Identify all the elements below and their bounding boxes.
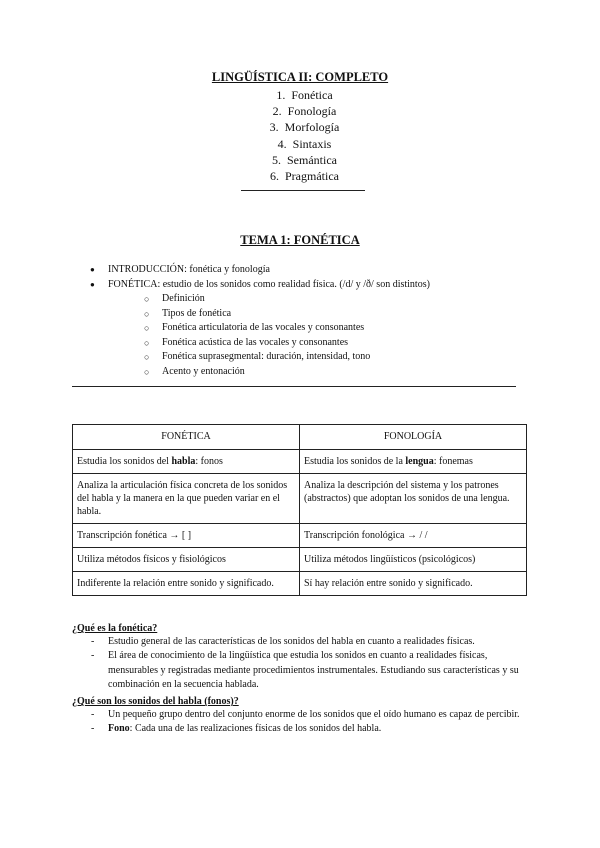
cell-keyword: habla	[171, 456, 196, 467]
table-cell: Transcripción fonética → [ ]	[73, 524, 300, 548]
comparison-table	[72, 424, 527, 596]
toc-label: Pragmática	[285, 169, 339, 184]
tema-bullet-list	[90, 263, 550, 380]
table-row	[73, 548, 527, 572]
section-divider	[72, 386, 516, 387]
table-cell: Analiza la articulación física concreta de los sonidos del habla y la manera en la que pueden variar en el habla.	[73, 474, 300, 524]
question-heading: ¿Qué es la fonética?	[72, 623, 158, 634]
sub-bullet-item: ○ Fonética suprasegmental: duración, intensidad, tono	[144, 350, 550, 365]
toc-label: Sintaxis	[292, 136, 332, 151]
toc-item	[0, 87, 600, 103]
toc-item	[0, 119, 600, 135]
table-row	[73, 572, 527, 596]
table-cell: Analiza la descripción del sistema y los patrones (abstractos) que adoptan los sonidos de una lengua.	[300, 474, 527, 524]
toc-item	[0, 103, 600, 119]
answer-item	[72, 722, 532, 736]
answer-keyword: Fono	[108, 723, 130, 735]
answer-item: - El área de conocimiento de la lingüística que estudia los sonidos en cuanto a realidades físicas, mensurables y registradas mediante procedimientos instrumentales. Estudiando sus características y su combinación en la secuencia hablada.	[72, 649, 532, 692]
bullet-item	[90, 278, 550, 380]
sub-bullet-item: ○ Tipos de fonética	[144, 307, 550, 322]
toc-label: Fonética	[291, 88, 333, 102]
table-cell: Sí hay relación entre sonido y significado.	[300, 572, 527, 596]
table-cell	[300, 450, 527, 474]
sub-bullet-item: ○ Acento y entonación	[144, 365, 550, 380]
toc-number: 1.	[276, 88, 286, 102]
toc-divider	[241, 190, 365, 191]
answer-list	[72, 635, 532, 692]
qa-section-fonos	[72, 695, 532, 737]
toc-item	[0, 152, 600, 168]
table-header-row	[73, 425, 527, 450]
sub-bullet-list	[108, 292, 550, 380]
question-heading: ¿Qué son los sonidos del habla (fonos)?	[72, 696, 239, 707]
answer-item: - Estudio general de las características de los sonidos del habla en cuanto a realidades físicas.	[72, 635, 532, 649]
toc-number: 4.	[277, 136, 287, 151]
cell-text: : fonos	[195, 456, 223, 467]
toc-label: Morfología	[284, 120, 340, 135]
sub-bullet-item: ○ Fonética articulatoria de las vocales y consonantes	[144, 321, 550, 336]
toc-number: 5.	[272, 152, 281, 167]
toc-number: 6.	[270, 169, 279, 184]
table-row	[73, 524, 527, 548]
toc-item	[0, 136, 600, 152]
cell-text: Estudia los sonidos del	[77, 456, 172, 467]
bullet-text: INTRODUCCIÓN: fonética y fonología	[108, 264, 270, 275]
sub-bullet-item: ○ Fonética acústica de las vocales y consonantes	[144, 336, 550, 351]
toc-label: Fonología	[287, 104, 337, 119]
toc-label: Semántica	[287, 152, 337, 167]
table-cell: Indiferente la relación entre sonido y significado.	[73, 572, 300, 596]
cell-text: Estudia los sonidos de la	[304, 456, 406, 467]
tema-title: TEMA 1: FONÉTICA	[240, 233, 360, 247]
answer-item: - Un pequeño grupo dentro del conjunto enorme de los sonidos que el oído humano es capaz de percibir.	[72, 708, 532, 722]
table-cell: Utiliza métodos físicos y fisiológicos	[73, 548, 300, 572]
cell-keyword: lengua	[405, 456, 434, 467]
table-cell: Utiliza métodos lingüísticos (psicológicos)	[300, 548, 527, 572]
document-title: LINGÜÍSTICA II: COMPLETO	[211, 70, 389, 84]
table-of-contents	[0, 87, 600, 184]
bullet-item	[90, 263, 550, 278]
toc-item	[0, 168, 600, 184]
table-row	[73, 474, 527, 524]
answer-text: : Cada una de las realizaciones físicas de los sonidos del habla.	[129, 723, 382, 735]
table-header-cell: FONOLOGÍA	[300, 425, 527, 450]
cell-text: : fonemas	[433, 456, 473, 467]
qa-section-fonetica	[72, 622, 532, 692]
table-row	[73, 450, 527, 474]
sub-bullet-item: ○ Definición	[144, 292, 550, 307]
table-header-cell: FONÉTICA	[73, 425, 300, 450]
table-cell	[73, 450, 300, 474]
toc-number: 3.	[269, 120, 279, 135]
toc-number: 2.	[272, 104, 282, 119]
answer-list	[72, 708, 532, 737]
bullet-text: FONÉTICA: estudio de los sonidos como realidad física. (/d/ y /ð/ son distintos)	[108, 278, 430, 290]
table-cell: Transcripción fonológica → / /	[300, 524, 527, 548]
